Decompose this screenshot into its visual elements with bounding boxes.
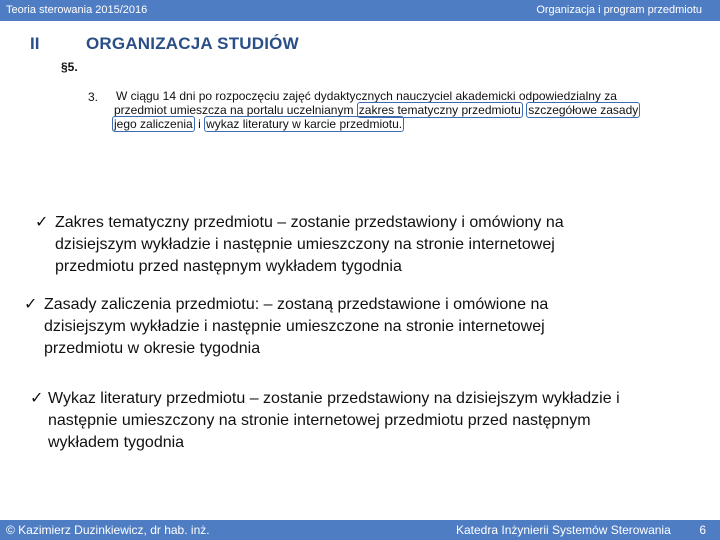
checkmark-icon: ✓ [30,390,44,407]
bullet-literature [30,388,700,454]
bullet-line: Zakres tematyczny przedmiotu – zostanie przedstawiony i omówiony na [55,214,564,231]
regulation-text-segment: przedmiot umieszcza na portalu uczelnianym [114,103,354,117]
header-bar [0,0,720,21]
chapter-title: ORGANIZACJA STUDIÓW [86,34,299,53]
chapter-number: II [30,34,40,53]
regulation-excerpt [30,32,710,142]
regulation-text [116,89,706,131]
bullet-line: wykładem tygodnia [48,434,185,451]
bullet-line: przedmiotu przed następnym wykładem tygodnia [55,258,402,275]
bullet-line: dzisiejszym wykładzie i następnie umieszczony na stronie internetowej [55,236,555,253]
bullet-topic [35,212,635,278]
course-title: Teoria sterowania 2015/2016 [6,4,148,16]
highlight-box-rules: szczegółowe zasady [528,103,639,117]
section-title: Organizacja i program przedmiotu [536,4,702,16]
bullet-line: następnie umieszczony na stronie internetowej przedmiotu przed następnym [48,412,591,429]
department-name: Katedra Inżynierii Systemów Sterowania [456,523,671,537]
highlight-box-rules-cont: jego zaliczenia [114,117,193,131]
bullet-line: Wykaz literatury przedmiotu – zostanie przedstawiony na dzisiejszym wykładzie i [48,390,620,407]
checkmark-icon: ✓ [24,296,38,313]
bullet-rules [24,294,624,360]
item-number: 3. [88,90,99,104]
highlight-box-literature: wykaz literatury w karcie przedmiotu. [206,117,403,131]
bullet-line: Zasady zaliczenia przedmiotu: – zostaną przedstawione i omówione na [44,296,549,313]
checkmark-icon: ✓ [35,214,49,231]
footer-bar [0,520,720,540]
page-number: 6 [699,523,706,537]
author-credit: © Kazimierz Duzinkiewicz, dr hab. inż. [6,523,210,537]
highlight-box-topic: zakres tematyczny przedmiotu [358,103,521,117]
bullet-line: przedmiotu w okresie tygodnia [44,340,261,357]
bullet-line: dzisiejszym wykładzie i następnie umieszczone na stronie internetowej [44,318,545,335]
regulation-line-3 [112,117,706,131]
paragraph-number: §5. [61,60,78,74]
regulation-conjunction: i [198,117,201,131]
regulation-line-1: W ciągu 14 dni po rozpoczęciu zajęć dydaktycznych nauczyciel akademicki odpowiedzialny za [116,89,617,103]
regulation-line-2 [114,103,706,117]
